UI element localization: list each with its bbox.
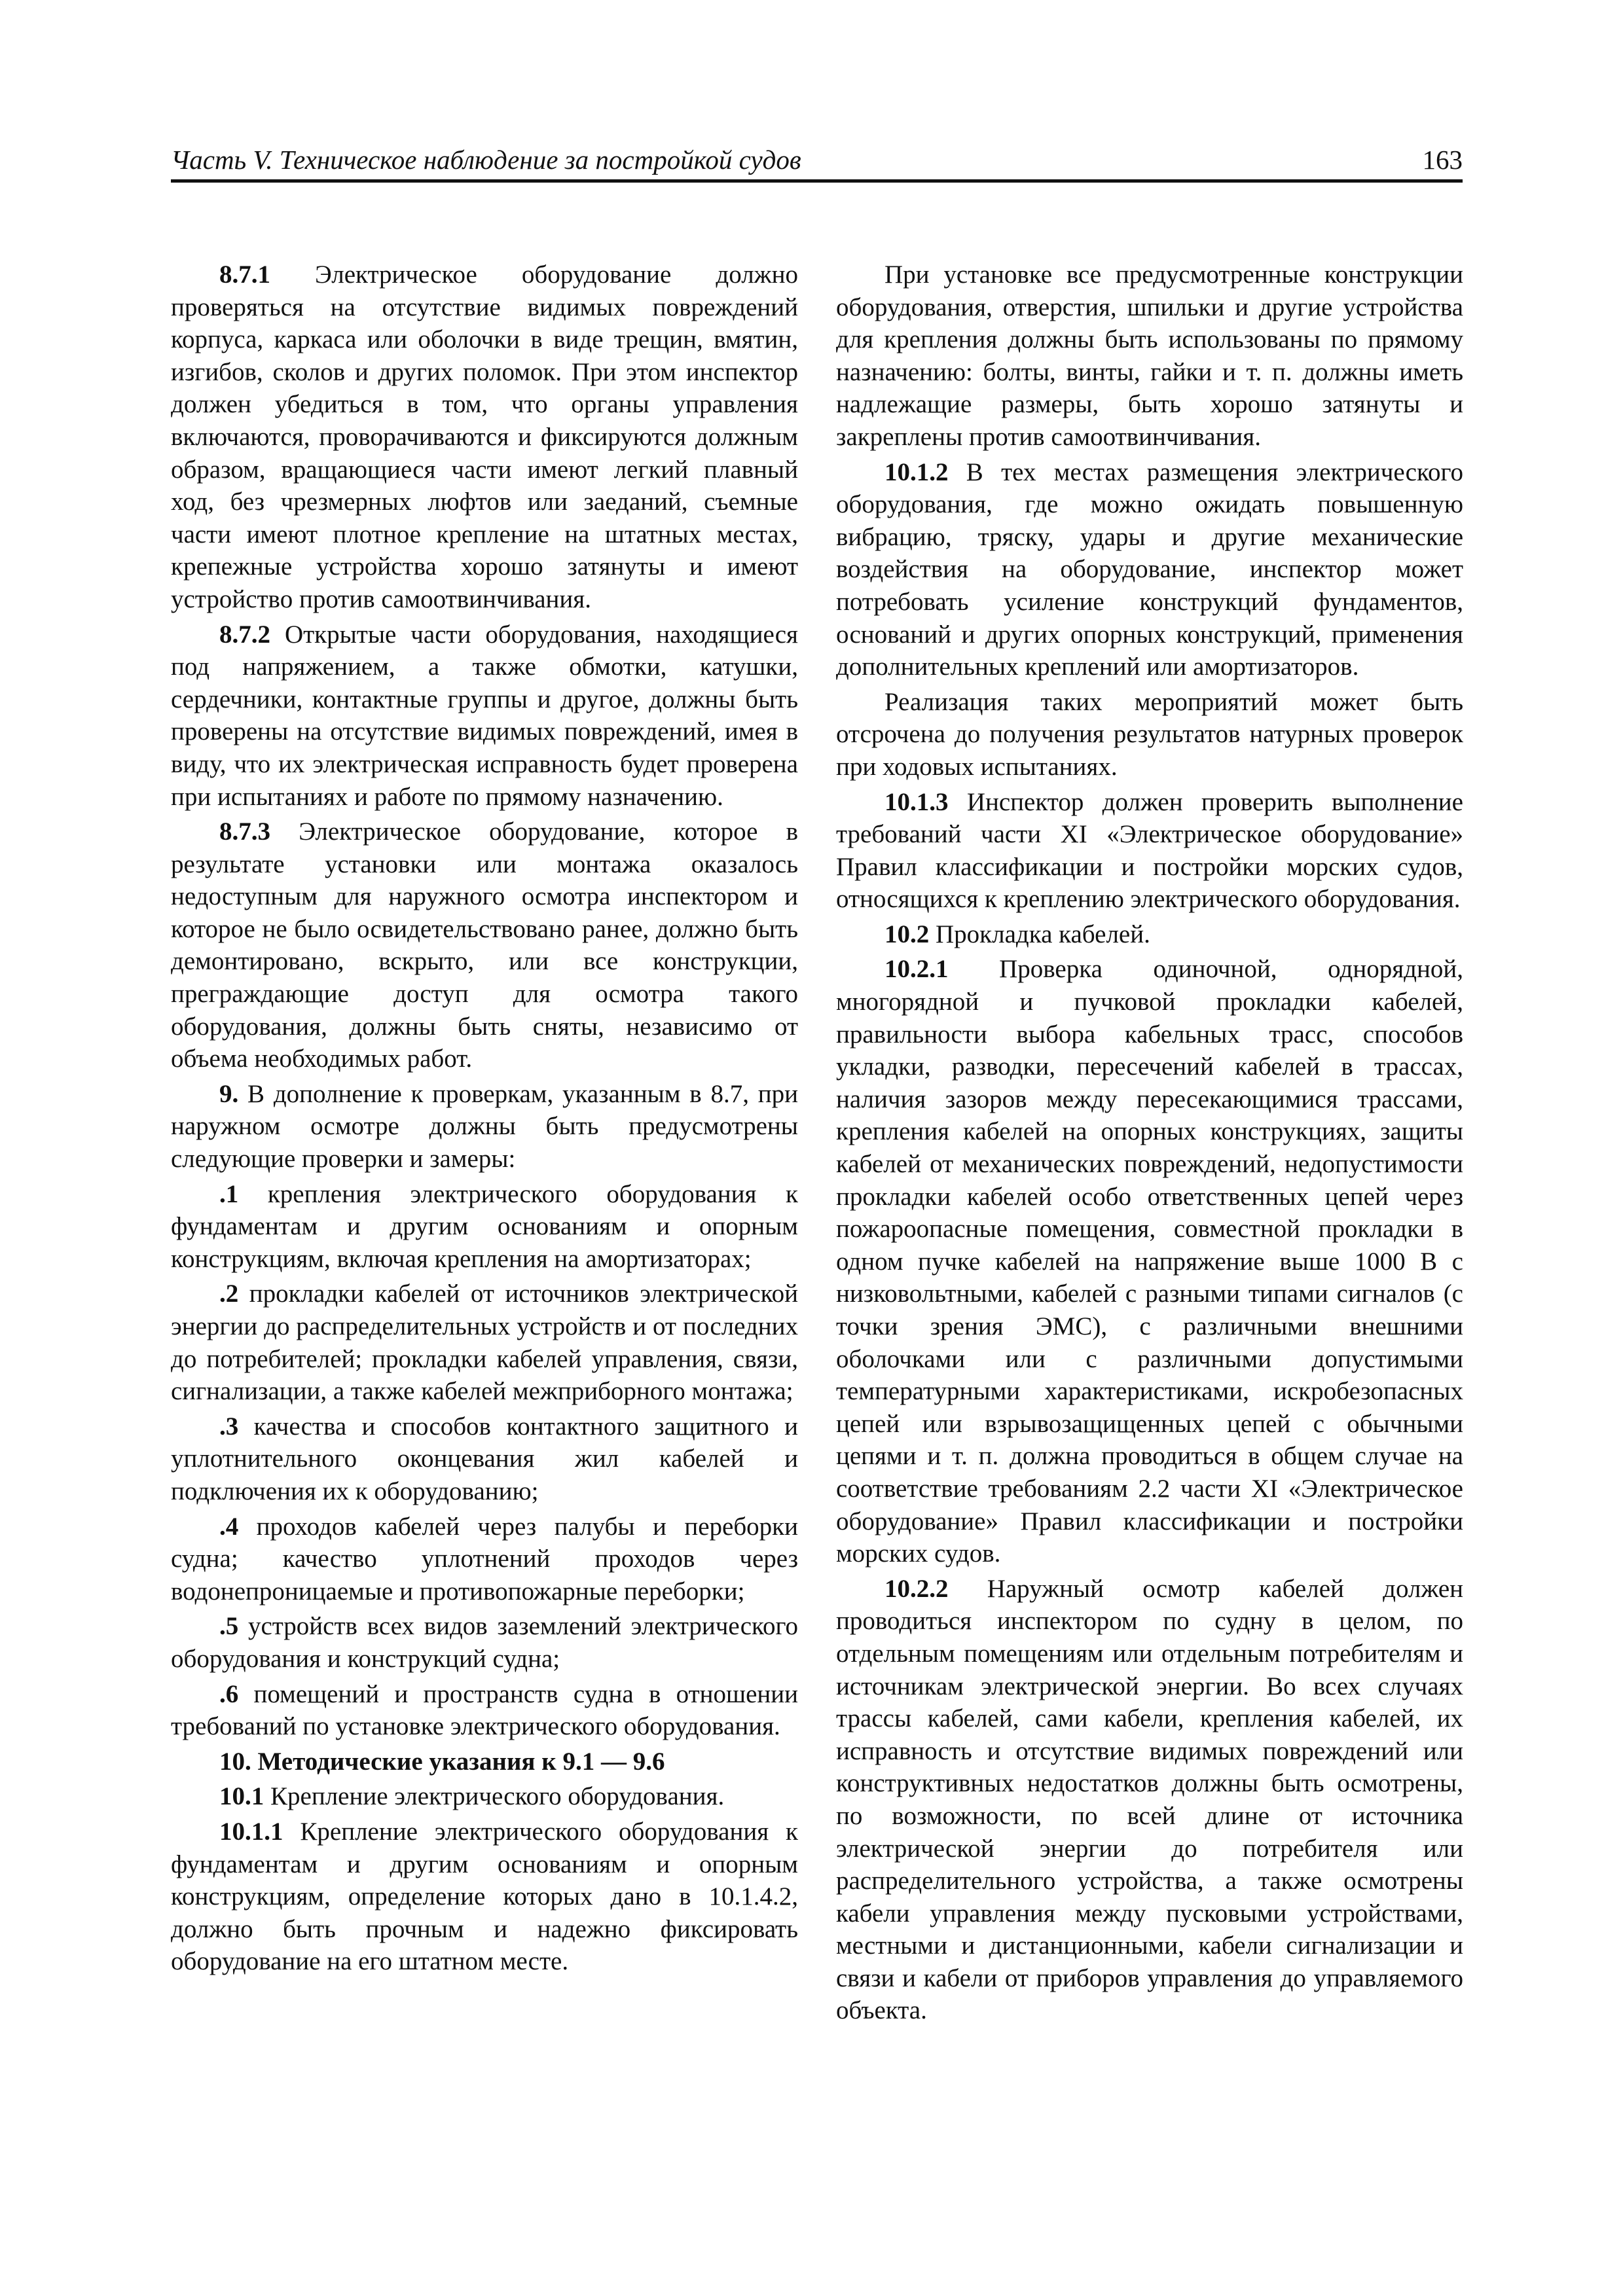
page-number: 163 xyxy=(1422,145,1463,175)
header-title: Часть V. Техническое наблюдение за постройкой судов xyxy=(171,145,801,175)
clause-number: 8.7.3 xyxy=(219,817,270,846)
paragraph-text: Электрическое оборудование, которое в результате установки или монтажа оказалось недоступным для наружного осмотра инспектором и которое не было освидетельствовано ранее, должно быть демонтировано, вскрыто, или все конструкции, преграждающие доступ для осмотра такого оборудования, должны быть сняты, независимо от объема необходимых работ. xyxy=(171,817,798,1073)
paragraph-text: Прокладка кабелей. xyxy=(929,920,1150,948)
list-item-3 xyxy=(171,1410,798,1508)
item-number: .6 xyxy=(219,1679,239,1708)
left-column xyxy=(171,259,798,1981)
clause-number: 10.1.3 xyxy=(884,787,949,816)
clause-number: 10.1 xyxy=(219,1782,264,1811)
item-number: .4 xyxy=(219,1512,239,1541)
paragraph-10-2-1 xyxy=(836,953,1463,1570)
clause-number: 10.2.1 xyxy=(884,955,949,984)
item-number: .3 xyxy=(219,1412,239,1441)
item-number: .5 xyxy=(219,1612,239,1641)
item-text: помещений и пространств судна в отношении требований по установке электрического оборудования. xyxy=(171,1679,798,1741)
clause-number: 10.1.2 xyxy=(884,457,949,486)
paragraph-continued xyxy=(836,259,1463,454)
paragraph-10-1 xyxy=(171,1780,798,1813)
paragraph-10-2 xyxy=(836,918,1463,951)
paragraph-10-2-2 xyxy=(836,1573,1463,2027)
list-item-6 xyxy=(171,1678,798,1743)
right-column xyxy=(836,259,1463,2030)
paragraph-text: В тех местах размещения электрического оборудования, где можно ожидать повышенную вибрацию, тряску, удары и другие механические воздействия на оборудование, инспектор может потребовать усиление конструкций фундаментов, оснований и других опорных конструкций, применения дополнительных креплений или амортизаторов. xyxy=(836,457,1463,681)
item-text: крепления электрического оборудования к фундаментам и другим основаниям и опорным конструкциям, включая крепления на амортизаторах; xyxy=(171,1179,798,1273)
paragraph-text: В дополнение к проверкам, указанным в 8.7, при наружном осмотре должны быть предусмотрены следующие проверки и замеры: xyxy=(171,1079,798,1174)
paragraph-text: Открытые части оборудования, находящиеся под напряжением, а также обмотки, катушки, сердечники, контактные группы и другое, должны быть проверены на отсутствие видимых повреждений, имея в виду, что их электрическая исправность будет проверена при испытаниях и работе по прямому назначению. xyxy=(171,620,798,811)
paragraph-note xyxy=(836,686,1463,783)
list-item-4 xyxy=(171,1511,798,1608)
paragraph-text: Инспектор должен проверить выполнение требований части XI «Электрическое оборудование» Правил классификации и постройки морских судов, относящихся к креплению электрического оборудования. xyxy=(836,787,1463,914)
clause-number: 10.2 xyxy=(884,920,930,948)
section-heading: 10. Методические указания к 9.1 — 9.6 xyxy=(219,1747,665,1776)
paragraph-10-1-2 xyxy=(836,456,1463,683)
running-header xyxy=(171,139,1463,183)
list-item-1 xyxy=(171,1178,798,1276)
item-text: качества и способов контактного защитного и уплотнительного оконцевания жил кабелей и подключения их к оборудованию; xyxy=(171,1412,798,1505)
clause-number: 10.2.2 xyxy=(884,1574,949,1603)
paragraph-8-7-1 xyxy=(171,259,798,616)
paragraph-text: Крепление электрического оборудования к фундаментам и другим основаниям и опорным конструкциям, определение которых дано в 10.1.4.2, должно быть прочным и надежно фиксировать оборудование на его штатном месте. xyxy=(171,1817,798,1976)
list-item-2 xyxy=(171,1278,798,1407)
paragraph-8-7-3 xyxy=(171,816,798,1075)
clause-number: 8.7.2 xyxy=(219,620,270,649)
paragraph-text: Наружный осмотр кабелей должен проводиться инспектором по судну в целом, по отдельным помещениям или отдельным потребителям и источникам электрической энергии. Во всех случаях трассы кабелей, сами кабели, крепления кабелей, их исправность и отсутствие видимых повреждений или конструктивных недостатков должны быть осмотрены, по возможности, по всей длине от источника электрической энергии до потребителя или распределительного устройства, а также осмотрены кабели управления между пусковыми устройствами, местными и дистанционными, кабели сигнализации и связи и кабели от приборов управления до управляемого объекта. xyxy=(836,1574,1463,2025)
section-heading-10 xyxy=(171,1746,798,1778)
item-text: прокладки кабелей от источников электрической энергии до распределительных устройств и от последних до потребителей; прокладки кабелей управления, связи, сигнализации, а также кабелей межприборного монтажа; xyxy=(171,1280,798,1406)
paragraph-9 xyxy=(171,1078,798,1175)
clause-number: 10.1.1 xyxy=(219,1817,283,1846)
paragraph-text: Проверка одиночной, однорядной, многорядной и пучковой прокладки кабелей, правильности выбора кабельных трасс, способов укладки, разводки, пересечений кабелей в трассах, наличия зазоров между пересекающимися трассами, крепления кабелей на опорных конструкциях, защиты кабелей от механических повреждений, недопустимости прокладки кабелей особо ответственных цепей через пожароопасные помещения, совместной прокладки в одном пучке кабелей на напряжение выше 1000 В с низковольтными, кабелей с разными типами сигналов (с точки зрения ЭМС), с различными внешними оболочками или с различными допустимыми температурными характеристиками, искробезопасных цепей или взрывозащищенных цепей с обычными цепями и т. п. должна проводиться в общем случае на соответствие требованиям 2.2 части XI «Электрическое оборудование» Правил классификации и постройки морских судов. xyxy=(836,955,1463,1568)
paragraph-text: Электрическое оборудование должно проверяться на отсутствие видимых повреждений корпуса, каркаса или оболочки в виде трещин, вмятин, изгибов, сколов и других поломок. При этом инспектор должен убедиться в том, что органы управления включаются, проворачиваются и фиксируются должным образом, вращающиеся части имеют легкий плавный ход, без чрезмерных люфтов или заеданий, съемные части имеют плотное крепление на штатных местах, крепежные устройства хорошо затянуты и имеют устройство против самоотвинчивания. xyxy=(171,260,798,613)
item-number: .2 xyxy=(219,1280,239,1308)
clause-number: 8.7.1 xyxy=(219,260,270,289)
paragraph-text: Крепление электрического оборудования. xyxy=(264,1782,725,1811)
clause-number: 9. xyxy=(219,1079,239,1108)
paragraph-10-1-3 xyxy=(836,786,1463,916)
paragraph-text: При установке все предусмотренные конструкции оборудования, отверстия, шпильки и другие устройства для крепления должны быть использованы по прямому назначению: болты, винты, гайки и т. п. должны иметь надлежащие размеры, быть хорошо затянуты и закреплены против самоотвинчивания. xyxy=(836,260,1463,451)
list-item-5 xyxy=(171,1610,798,1675)
item-text: проходов кабелей через палубы и переборки судна; качество уплотнений проходов через водонепроницаемые и противопожарные переборки; xyxy=(171,1512,798,1605)
paragraph-10-1-1 xyxy=(171,1816,798,1978)
item-number: .1 xyxy=(219,1179,239,1208)
paragraph-8-7-2 xyxy=(171,619,798,814)
item-text: устройств всех видов заземлений электрического оборудования и конструкций судна; xyxy=(171,1612,798,1673)
paragraph-text: Реализация таких мероприятий может быть отсрочена до получения результатов натурных проверок при ходовых испытаниях. xyxy=(836,687,1463,781)
